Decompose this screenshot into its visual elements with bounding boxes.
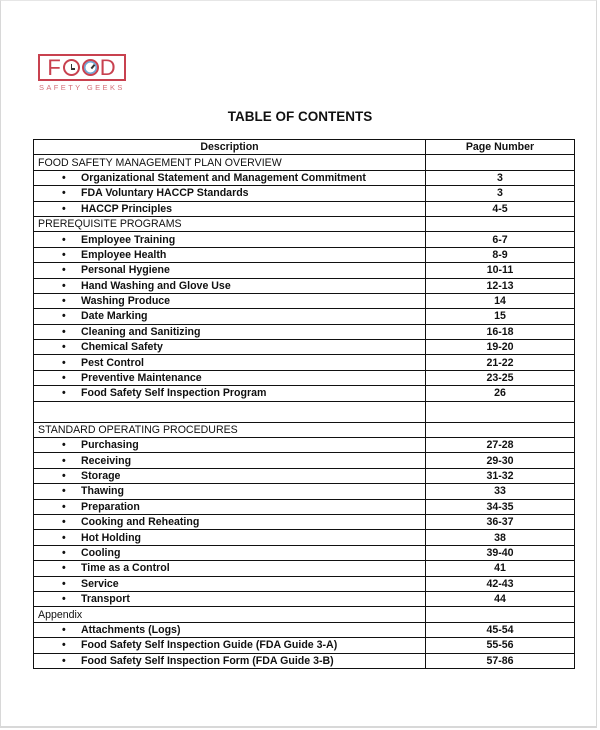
bullet-icon: •: [62, 187, 66, 200]
table-row: [34, 170, 575, 185]
entry-text: Time as a Control: [81, 562, 170, 575]
page-number: 21-22: [426, 355, 575, 370]
entry-description: [34, 293, 426, 308]
table-row: [34, 386, 575, 401]
logo-tagline: SAFETY GEEKS: [39, 83, 125, 92]
page-number: 29-30: [426, 453, 575, 468]
table-row: [34, 576, 575, 591]
table-row: [34, 484, 575, 499]
entry-text: Storage: [81, 470, 121, 482]
table-row: [34, 324, 575, 339]
gauge-icon: [82, 59, 99, 76]
food-safety-geeks-logo: [38, 54, 128, 92]
bullet-icon: •: [62, 233, 66, 246]
page-number: 39-40: [426, 545, 575, 560]
page-title: TABLE OF CONTENTS: [227, 109, 373, 124]
bullet-icon: •: [62, 248, 66, 261]
table-of-contents: [33, 139, 575, 669]
page-number: 38: [426, 530, 575, 545]
page-number: 14: [426, 293, 575, 308]
page-number: 10-11: [426, 263, 575, 278]
bullet-icon: •: [62, 264, 66, 277]
page-number: 27-28: [426, 438, 575, 453]
bullet-icon: •: [62, 623, 66, 636]
section-row: [34, 607, 575, 622]
page-number: [426, 155, 575, 170]
section-title: [34, 607, 426, 622]
entry-description: [34, 653, 426, 668]
entry-description: [34, 263, 426, 278]
page-number: 4-5: [426, 201, 575, 216]
table-row: [34, 622, 575, 637]
entry-text: Appendix: [38, 608, 83, 621]
entry-text: Employee Health: [81, 248, 167, 261]
entry-text: Date Marking: [81, 310, 148, 323]
page-number: [426, 216, 575, 231]
page-number: 45-54: [426, 622, 575, 637]
blank-row: [34, 401, 575, 422]
page-number: [426, 607, 575, 622]
entry-description: [34, 340, 426, 355]
page-number: 6-7: [426, 232, 575, 247]
bullet-icon: •: [62, 439, 66, 452]
table-row: [34, 545, 575, 560]
bullet-icon: •: [62, 577, 66, 590]
entry-text: Food Safety Self Inspection Form (FDA Guide 3-B): [81, 654, 334, 667]
entry-text: Receiving: [81, 454, 132, 467]
page-number: 8-9: [426, 247, 575, 262]
entry-text: Cooling: [81, 546, 121, 559]
section-title: [34, 422, 426, 437]
entry-description: [34, 370, 426, 385]
entry-description: [34, 355, 426, 370]
page-number: 3: [426, 170, 575, 185]
entry-description: [34, 530, 426, 545]
entry-text: Purchasing: [81, 439, 139, 452]
entry-description: [34, 484, 426, 499]
entry-text: Food Safety Self Inspection Guide (FDA Guide 3-A): [81, 639, 338, 652]
table-row: [34, 530, 575, 545]
logo-box: [38, 54, 126, 81]
entry-text: FOOD SAFETY MANAGEMENT PLAN OVERVIEW: [38, 156, 282, 169]
page-number: 3: [426, 186, 575, 201]
table-row: [34, 340, 575, 355]
table-row: [34, 561, 575, 576]
entry-description: [34, 499, 426, 514]
page-number: 31-32: [426, 468, 575, 483]
table-header-row: [34, 140, 575, 155]
page-number: 42-43: [426, 576, 575, 591]
entry-text: Preventive Maintenance: [81, 372, 202, 385]
entry-description: [34, 201, 426, 216]
bullet-icon: •: [62, 593, 66, 606]
page-number: 12-13: [426, 278, 575, 293]
entry-text: Cooking and Reheating: [81, 516, 200, 529]
entry-text: Thawing: [81, 485, 124, 498]
entry-text: Food Safety Self Inspection Program: [81, 387, 267, 400]
table-body: [34, 155, 575, 669]
section-title: [34, 216, 426, 231]
page-number: 19-20: [426, 340, 575, 355]
entry-description: [34, 438, 426, 453]
table-row: [34, 591, 575, 606]
entry-text: Transport: [81, 593, 130, 606]
table-row: [34, 293, 575, 308]
table-row: [34, 247, 575, 262]
table-row: [34, 263, 575, 278]
bullet-icon: •: [62, 531, 66, 544]
page-number: 33: [426, 484, 575, 499]
entry-text: Hand Washing and Glove Use: [81, 279, 231, 292]
entry-description: [34, 561, 426, 576]
entry-description: [34, 622, 426, 637]
entry-description: [34, 324, 426, 339]
entry-description: [34, 468, 426, 483]
entry-text: Hot Holding: [81, 531, 142, 544]
entry-text: HACCP Principles: [81, 202, 173, 215]
page-number: 26: [426, 386, 575, 401]
entry-text: Service: [81, 577, 119, 590]
entry-text: Employee Training: [81, 233, 176, 246]
table-row: [34, 438, 575, 453]
section-row: [34, 155, 575, 170]
table-row: [34, 309, 575, 324]
table-row: [34, 232, 575, 247]
entry-description: [34, 576, 426, 591]
table-row: [34, 638, 575, 653]
entry-description: [34, 278, 426, 293]
entry-description: [34, 170, 426, 185]
entry-text: Organizational Statement and Management Commitment: [81, 171, 366, 184]
table-row: [34, 355, 575, 370]
entry-description: [34, 514, 426, 529]
page-number: [426, 401, 575, 422]
page-number: [426, 422, 575, 437]
entry-description: [34, 591, 426, 606]
bullet-icon: •: [62, 325, 66, 338]
clock-icon: [63, 59, 80, 76]
logo-letter-d: D: [99, 54, 117, 80]
bullet-icon: •: [62, 562, 66, 575]
column-header-page-number: Page Number: [426, 140, 575, 155]
page-number: 15: [426, 309, 575, 324]
page-number: 16-18: [426, 324, 575, 339]
entry-description: [34, 386, 426, 401]
entry-text: STANDARD OPERATING PROCEDURES: [38, 423, 238, 436]
entry-text: FDA Voluntary HACCP Standards: [81, 187, 249, 200]
entry-text: Preparation: [81, 500, 140, 513]
entry-description: [34, 232, 426, 247]
bullet-icon: •: [62, 485, 66, 498]
entry-text: Cleaning and Sanitizing: [81, 325, 201, 338]
bullet-icon: •: [62, 295, 66, 308]
entry-text: Attachments (Logs): [81, 623, 181, 636]
section-row: [34, 422, 575, 437]
bullet-icon: •: [62, 454, 66, 467]
entry-text: Washing Produce: [81, 295, 171, 308]
bullet-icon: •: [62, 500, 66, 513]
entry-description: [34, 401, 426, 422]
table-row: [34, 468, 575, 483]
table-row: [34, 278, 575, 293]
entry-description: [34, 247, 426, 262]
entry-description: [34, 309, 426, 324]
bullet-icon: •: [62, 372, 66, 385]
page-number: 55-56: [426, 638, 575, 653]
section-row: [34, 216, 575, 231]
bullet-icon: •: [62, 546, 66, 559]
column-header-description: Description: [34, 140, 426, 155]
bullet-icon: •: [62, 516, 66, 529]
table-row: [34, 653, 575, 668]
bullet-icon: •: [62, 202, 66, 215]
bullet-icon: •: [62, 639, 66, 652]
table-row: [34, 370, 575, 385]
bullet-icon: •: [62, 470, 66, 482]
page-number: 41: [426, 561, 575, 576]
page-number: 36-37: [426, 514, 575, 529]
logo-letter-f: F: [47, 54, 62, 80]
table-row: [34, 201, 575, 216]
bullet-icon: •: [62, 341, 66, 354]
page-number: 23-25: [426, 370, 575, 385]
page-number: 44: [426, 591, 575, 606]
logo-wordmark: [47, 54, 117, 80]
page-number: 57-86: [426, 653, 575, 668]
entry-description: [34, 545, 426, 560]
table-row: [34, 186, 575, 201]
section-title: [34, 155, 426, 170]
entry-text: Chemical Safety: [81, 341, 163, 354]
bullet-icon: •: [62, 310, 66, 323]
bullet-icon: •: [62, 654, 66, 667]
entry-description: [34, 638, 426, 653]
bullet-icon: •: [62, 279, 66, 292]
bullet-icon: •: [62, 387, 66, 400]
entry-text: PREREQUISITE PROGRAMS: [38, 218, 182, 231]
table-row: [34, 514, 575, 529]
entry-description: [34, 453, 426, 468]
entry-text: Personal Hygiene: [81, 264, 170, 277]
bullet-icon: •: [62, 356, 66, 369]
bullet-icon: •: [62, 171, 66, 184]
entry-description: [34, 186, 426, 201]
table-row: [34, 453, 575, 468]
table-row: [34, 499, 575, 514]
entry-text: Pest Control: [81, 356, 144, 369]
page-number: 34-35: [426, 499, 575, 514]
